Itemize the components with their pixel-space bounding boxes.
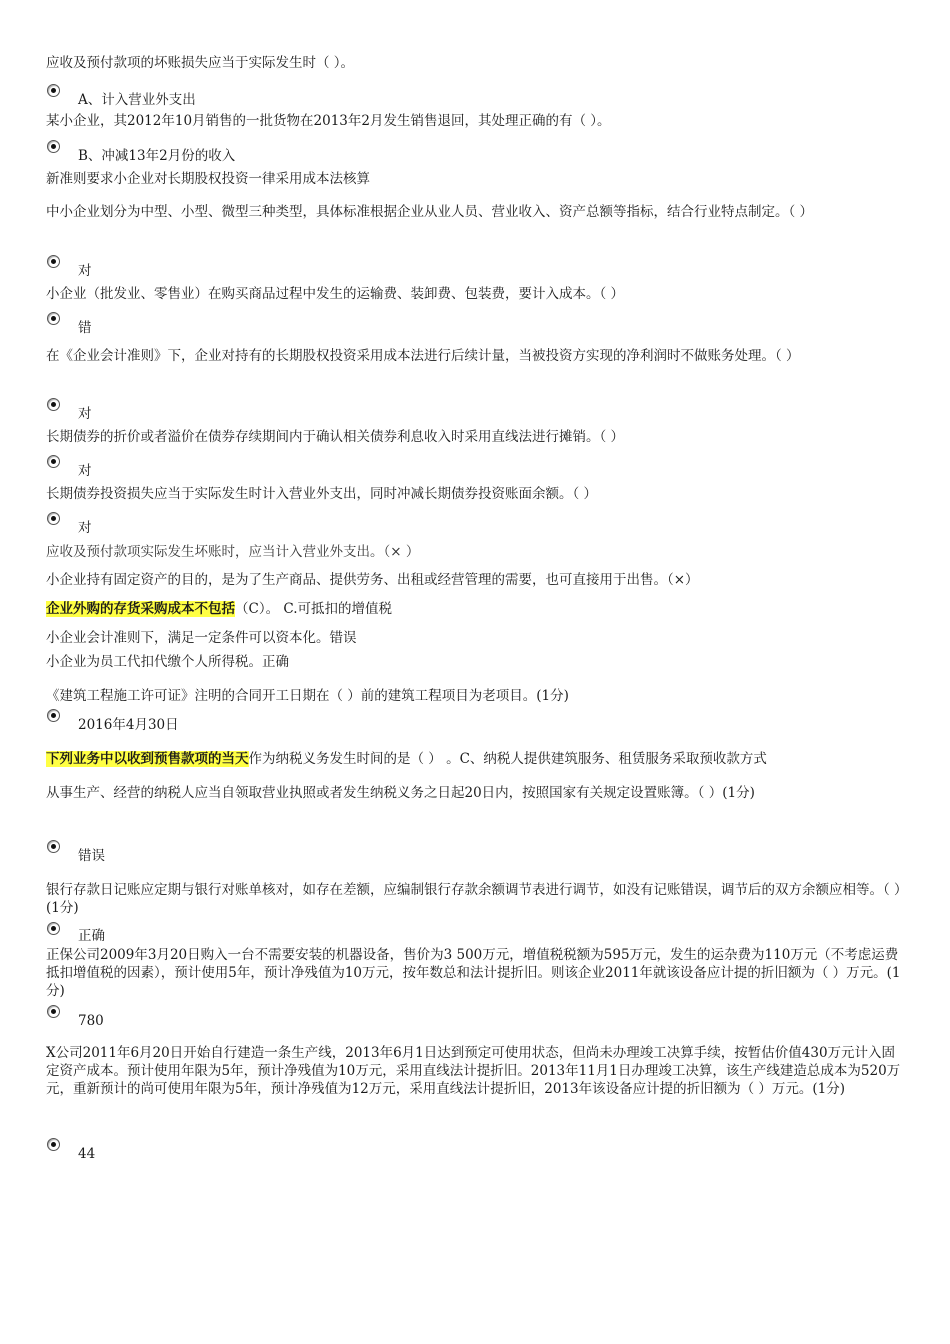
question-text: 正保公司2009年3月20日购入一台不需要安装的机器设备，售价为3 500万元，增值税税额为595万元，发生的运杂费为110万元（不考虑运费抵扣增值税的因素），预计使用5年，预计净残值为10万元，按年数总和法计提折旧。则该企业2011年就该设备应计提的折旧额为（ ）万元。(1分): [46, 947, 901, 999]
question-text: 新准则要求小企业对长期股权投资一律采用成本法核算: [46, 171, 370, 187]
radio-selected-icon[interactable]: [47, 398, 60, 411]
answer-label: 对: [78, 406, 92, 422]
question-text: 中小企业划分为中型、小型、微型三种类型，具体标准根据企业从业人员、营业收入、资产总额等指标，结合行业特点制定。（ ）: [46, 204, 814, 220]
answer-label: 正确: [78, 928, 105, 944]
question-rest: 作为纳税义务发生时间的是（ ） 。C、纳税人提供建筑服务、租赁服务采取预收款方式: [248, 751, 767, 767]
answer-label: 对: [78, 263, 92, 279]
highlighted-text: 企业外购的存货采购成本不包括: [46, 601, 235, 617]
radio-selected-icon[interactable]: [47, 1138, 60, 1151]
question-text: 在《企业会计准则》下，企业对持有的长期股权投资采用成本法进行后续计量，当被投资方实现的净利润时不做账务处理。（ ）: [46, 348, 800, 364]
radio-selected-icon[interactable]: [47, 1005, 60, 1018]
answer-label: 2016年4月30日: [78, 717, 179, 733]
question-text: 小企业（批发业、零售业）在购买商品过程中发生的运输费、装卸费、包装费，要计入成本。（ ）: [46, 286, 625, 302]
question-text: [46, 750, 767, 768]
radio-selected-icon[interactable]: [47, 840, 60, 853]
radio-selected-icon[interactable]: [47, 255, 60, 268]
question-text: 应收及预付款项的坏账损失应当于实际发生时（ ）。: [46, 55, 355, 71]
question-text: 长期债券的折价或者溢价在债券存续期间内于确认相关债券利息收入时采用直线法进行摊销。（ ）: [46, 429, 625, 445]
highlighted-text: 下列业务中以收到预售款项的当天: [46, 751, 249, 767]
answer-label: 对: [78, 463, 92, 479]
answer-label: B、冲减13年2月份的收入: [78, 148, 236, 164]
question-text: 小企业为员工代扣代缴个人所得税。正确: [46, 654, 289, 670]
radio-selected-icon[interactable]: [47, 140, 60, 153]
answer-label: 对: [78, 520, 92, 536]
question-text: 长期债券投资损失应当于实际发生时计入营业外支出，同时冲减长期债券投资账面余额。（ ）: [46, 486, 598, 502]
question-text: 应收及预付款项实际发生坏账时，应当计入营业外支出。（× ）: [46, 544, 420, 560]
question-text: X公司2011年6月20日开始自行建造一条生产线，2013年6月1日达到预定可使用状态，但尚未办理竣工决算手续，按暂估价值430万元计入固定资产成本。预计使用年限为5年，预计净残值为10万元，采用直线法计提折旧。2013年11月1日办理竣工决算，该生产线建造总成本为520万元，重新预计的尚可使用年限为5年，预计净残值为12万元，采用直线法计提折旧，2013年该设备应计提的折旧额为（ ）万元。(1分): [46, 1045, 901, 1097]
question-rest: （C）。 C.可抵扣的增值税: [235, 601, 393, 617]
answer-label: 44: [78, 1146, 96, 1162]
question-text: 某小企业，其2012年10月销售的一批货物在2013年2月发生销售退回，其处理正确的有（ ）。: [46, 113, 611, 129]
question-text: 小企业持有固定资产的目的，是为了生产商品、提供劳务、出租或经营管理的需要，也可直接用于出售。（×）: [46, 572, 699, 588]
answer-label: 780: [78, 1013, 104, 1029]
answer-label: A、计入营业外支出: [78, 92, 196, 108]
answer-label: 错误: [78, 848, 105, 864]
question-text: 《建筑工程施工许可证》注明的合同开工日期在（ ）前的建筑工程项目为老项目。(1分): [46, 688, 569, 704]
radio-selected-icon[interactable]: [47, 512, 60, 525]
question-text: 从事生产、经营的纳税人应当自领取营业执照或者发生纳税义务之日起20日内，按照国家有关规定设置账簿。（ ）(1分): [46, 785, 755, 801]
radio-selected-icon[interactable]: [47, 922, 60, 935]
radio-selected-icon[interactable]: [47, 312, 60, 325]
radio-selected-icon[interactable]: [47, 455, 60, 468]
radio-selected-icon[interactable]: [47, 709, 60, 722]
question-text: 银行存款日记账应定期与银行对账单核对，如存在差额，应编制银行存款余额调节表进行调节，如没有记账错误，调节后的双方余额应相等。（ ）(1分): [46, 882, 901, 916]
answer-label: 错: [78, 320, 92, 336]
radio-selected-icon[interactable]: [47, 84, 60, 97]
question-text: [46, 600, 392, 618]
question-text: 小企业会计准则下，满足一定条件可以资本化。错误: [46, 630, 357, 646]
